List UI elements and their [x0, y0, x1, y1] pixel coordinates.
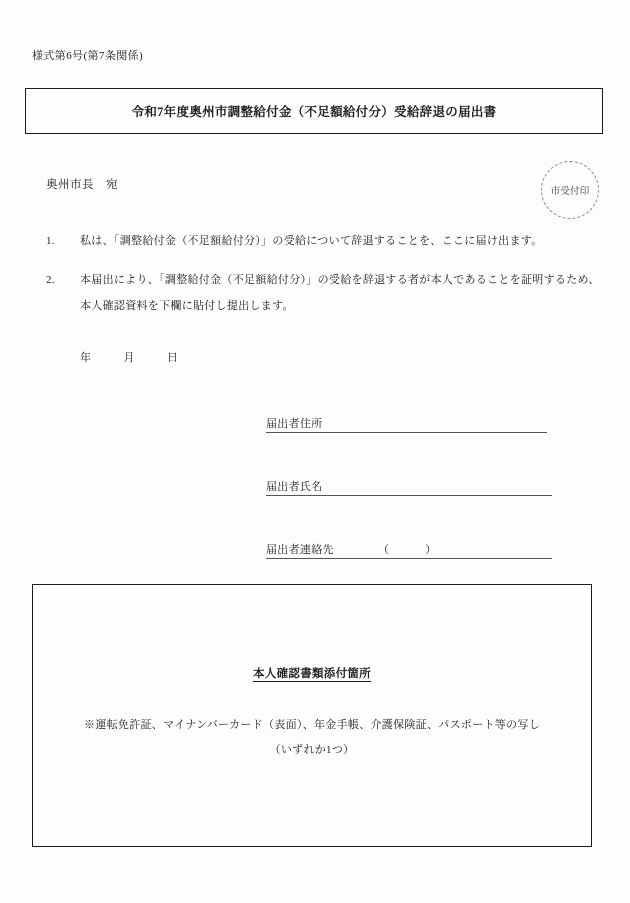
submitter-contact-field[interactable] — [266, 539, 552, 559]
date-entry-line[interactable] — [80, 349, 178, 365]
date-day-label: 日 — [166, 352, 179, 364]
receipt-stamp-circle — [541, 161, 599, 219]
contact-area-code-group[interactable] — [334, 541, 437, 558]
addressee-line: 奥州市長 宛 — [46, 179, 118, 191]
clause-2-text-line2: 本人確認資料を下欄に貼付し提出します。 — [80, 300, 294, 312]
clause-item-2 — [46, 267, 600, 319]
attachment-heading-text: 本人確認書類添付箇所 — [253, 668, 371, 680]
date-year-label: 年 — [80, 352, 92, 364]
clause-2-marker: 2. — [46, 274, 55, 286]
submitter-address-label: 届出者住所 — [266, 418, 323, 430]
form-number: 様式第6号(第7条関係) — [32, 50, 144, 62]
clause-item-1 — [46, 228, 543, 254]
title-box — [25, 88, 603, 134]
attachment-note-line-1: ※運転免許証、マイナンバーカード（表面）、年金手帳、介護保険証、パスポート等の写し — [83, 719, 541, 731]
attachment-note-line-2: （いずれか1つ） — [269, 744, 355, 756]
receipt-stamp-label: 市受付印 — [550, 186, 590, 197]
paren-close: ） — [425, 544, 437, 556]
attachment-heading — [33, 665, 591, 681]
submitter-name-field[interactable] — [266, 476, 552, 496]
date-month-label: 月 — [123, 352, 135, 364]
clause-1-text: 私は、「調整給付金（不足額給付分）」の受給について辞退することを、ここに届け出ます。 — [80, 235, 543, 247]
submitter-name-label: 届出者氏名 — [266, 481, 323, 493]
document-title: 令和7年度奥州市調整給付金（不足額給付分）受給辞退の届出書 — [131, 105, 497, 119]
submitter-contact-label: 届出者連絡先 — [266, 544, 334, 556]
paren-open: （ — [377, 544, 390, 556]
attachment-note — [33, 713, 591, 763]
identification-attachment-box[interactable] — [32, 584, 592, 847]
submitter-address-field[interactable] — [266, 413, 547, 433]
clause-1-marker: 1. — [46, 235, 55, 247]
clause-2-text-line1: 本届出により、「調整給付金（不足額給付分）」の受給を辞退する者が本人であることを証明するため、 — [80, 274, 600, 286]
